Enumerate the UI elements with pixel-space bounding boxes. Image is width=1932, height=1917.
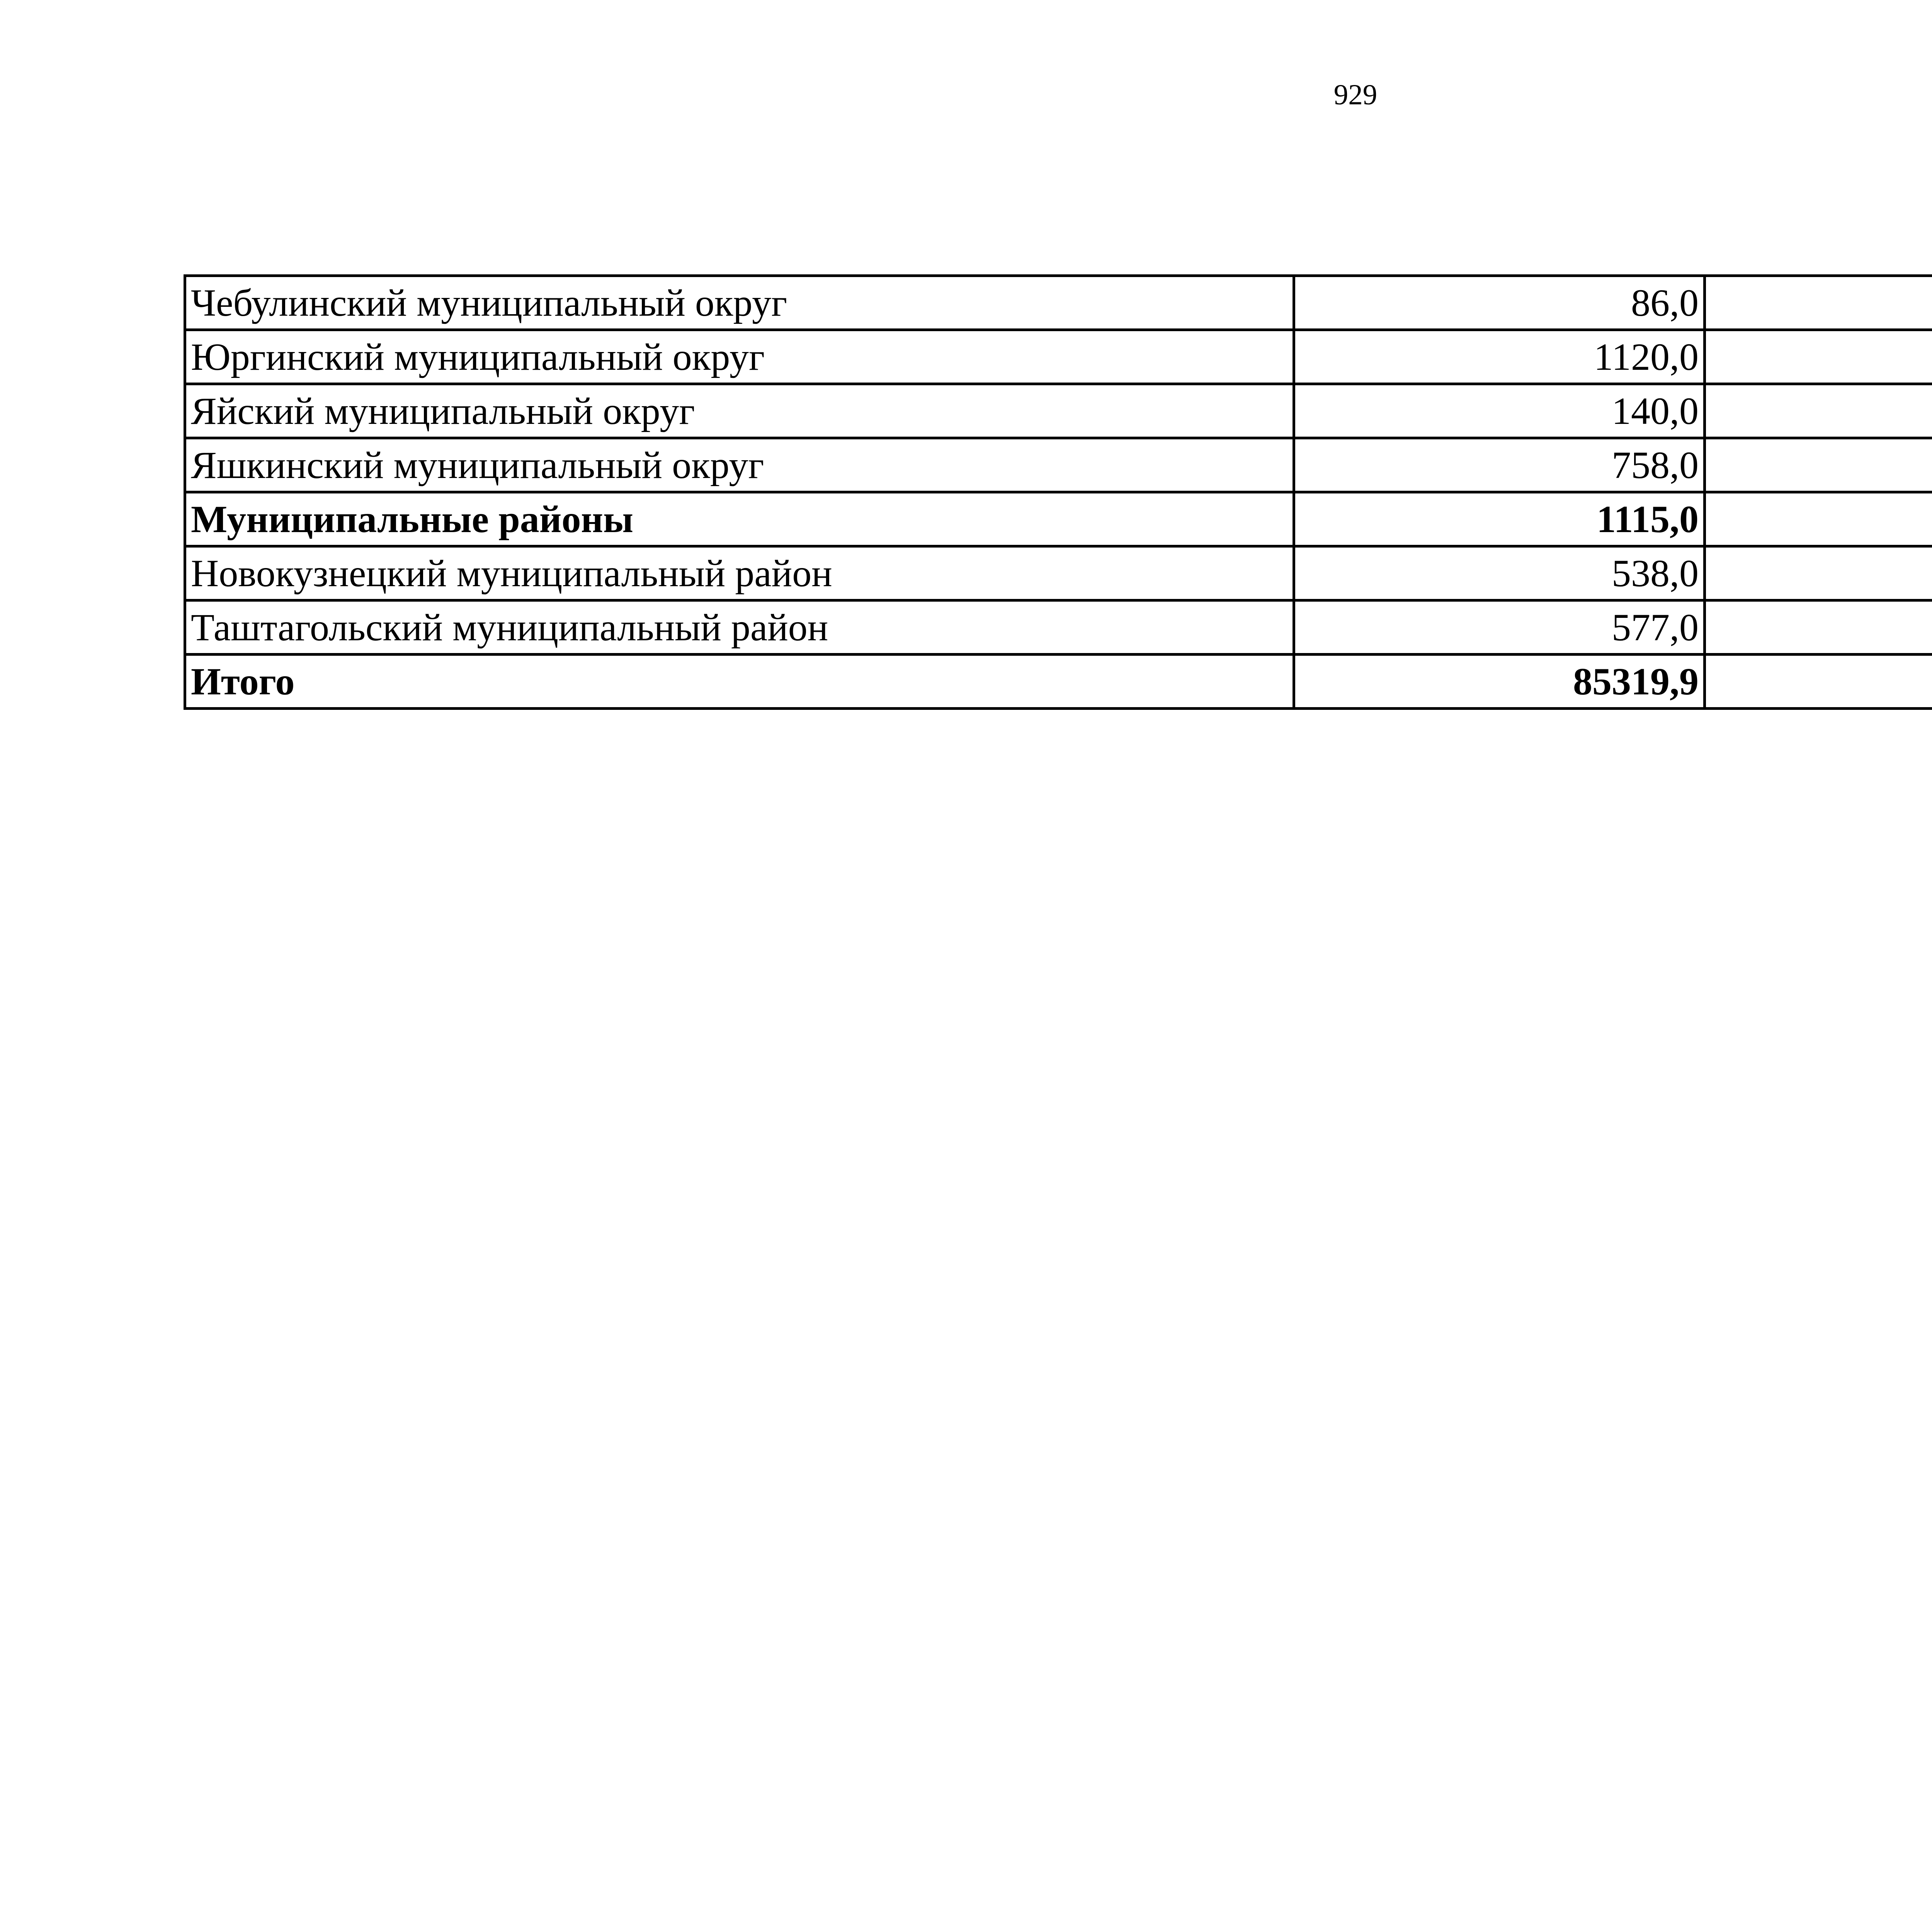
table-row (185, 438, 1932, 492)
row-value-1: 86,0 (1294, 276, 1705, 330)
row-value-1: 538,0 (1294, 546, 1705, 600)
row-name: Итого (185, 655, 1294, 709)
row-value-1: 1120,0 (1294, 330, 1705, 384)
row-value-2 (1705, 655, 1932, 709)
row-value-1: 85319,9 (1294, 655, 1705, 709)
table-row (185, 655, 1932, 709)
row-value-2 (1705, 600, 1932, 655)
row-value-1: 758,0 (1294, 438, 1705, 492)
row-value-2 (1705, 276, 1932, 330)
row-value-2 (1705, 438, 1932, 492)
table-row (185, 492, 1932, 546)
row-name: Юргинский муниципальный округ (185, 330, 1294, 384)
data-table (184, 274, 1932, 710)
row-value-2 (1705, 384, 1932, 438)
row-name: Муниципальные районы (185, 492, 1294, 546)
table-row (185, 384, 1932, 438)
table-row (185, 546, 1932, 600)
row-value-2 (1705, 492, 1932, 546)
row-value-1: 140,0 (1294, 384, 1705, 438)
row-value-2 (1705, 330, 1932, 384)
row-name: Яшкинский муниципальный округ (185, 438, 1294, 492)
row-name: Новокузнецкий муниципальный район (185, 546, 1294, 600)
row-name: Яйский муниципальный округ (185, 384, 1294, 438)
row-name: Таштагольский муниципальный район (185, 600, 1294, 655)
row-name: Чебулинский муниципальный округ (185, 276, 1294, 330)
row-value-2 (1705, 546, 1932, 600)
row-value-1: 1115,0 (1294, 492, 1705, 546)
table-row (185, 330, 1932, 384)
page-number: 929 (1333, 79, 1378, 111)
table-row (185, 600, 1932, 655)
row-value-1: 577,0 (1294, 600, 1705, 655)
table-row (185, 276, 1932, 330)
